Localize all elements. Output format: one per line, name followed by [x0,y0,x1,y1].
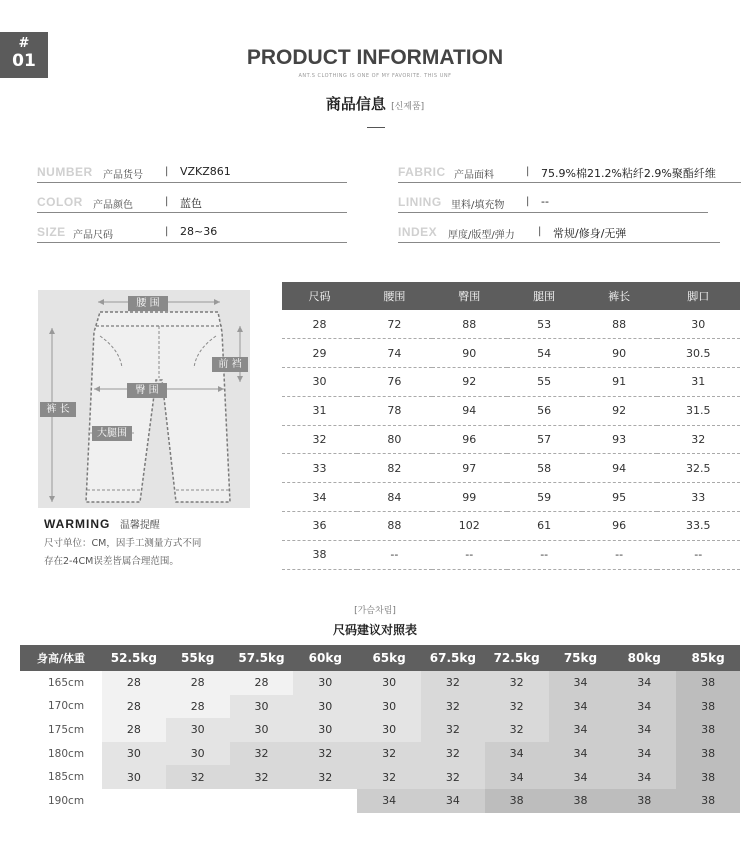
info-row-fabric [398,163,741,183]
info-value-color: 蓝色 [180,197,202,210]
size-table-cell: -- [432,540,507,569]
size-table-cell: 57 [507,425,582,454]
size-header-cell: 腰围 [357,282,432,310]
size-table-row [282,483,740,512]
reference-row [20,789,740,813]
size-table-row [282,512,740,541]
info-row-number [37,163,347,183]
size-table-cell: 58 [507,454,582,483]
reference-cell: 34 [612,718,676,742]
title-divider [367,127,385,128]
reference-cell: 30 [230,695,294,719]
reference-row [20,742,740,766]
info-en-index: INDEX [398,225,438,239]
reference-height: 185cm [48,771,85,784]
size-table-cell: 88 [357,512,432,541]
size-table-row [282,425,740,454]
reference-cell: 34 [357,789,421,813]
reference-cell: 38 [676,695,740,719]
reference-cell: 30 [230,718,294,742]
reference-cell: 32 [485,671,549,695]
info-en-lining: LINING [398,195,442,209]
reference-weight-header: 75kg [549,645,613,671]
size-table-cell: 80 [357,425,432,454]
reference-cell: 34 [549,742,613,766]
badge-number: 01 [12,51,36,71]
reference-cell: 38 [676,718,740,742]
size-table-row [282,339,740,368]
size-table-cell: 76 [357,368,432,397]
size-table-cell: 88 [582,310,657,339]
size-table-cell: 30 [657,310,740,339]
size-table-cell: 54 [507,339,582,368]
reference-cell: 32 [357,742,421,766]
reference-cell: 32 [357,765,421,789]
reference-height: 190cm [48,794,85,807]
size-table-cell: 92 [582,396,657,425]
reference-cell: 34 [612,671,676,695]
reference-weight-header: 72.5kg [485,645,549,671]
reference-cell: 32 [230,765,294,789]
reference-cell [230,789,294,813]
reference-cell: 34 [549,718,613,742]
size-table-cell: 82 [357,454,432,483]
info-value-index: 常规/修身/无弹 [553,227,627,240]
reference-cell: 30 [166,742,230,766]
reference-cell: 34 [421,789,485,813]
size-table-cell: 97 [432,454,507,483]
size-table-cell: 31 [657,368,740,397]
warming-line-1: 尺寸单位：CM，因手工测量方式不同 [44,538,202,549]
size-table-cell: 96 [582,512,657,541]
reference-row [20,695,740,719]
pants-diagram [38,290,250,508]
size-table-row [282,396,740,425]
reference-cell: 30 [102,765,166,789]
info-separator: | [165,226,169,237]
page-subtitle: ANT.S CLOTHING IS ONE OF MY FAVORITE. THIS UNF [298,73,452,79]
reference-cell [166,789,230,813]
reference-table [20,645,740,813]
size-header-cell: 脚口 [657,282,740,310]
info-label-index: 厚度/版型/弹力 [448,230,515,241]
reference-cell: 38 [549,789,613,813]
reference-cell: 28 [102,718,166,742]
reference-cell: 34 [549,671,613,695]
info-label-color: 产品颜色 [93,200,133,211]
page-title: PRODUCT INFORMATION [246,46,504,69]
reference-cell: 28 [102,671,166,695]
size-table-cell: 91 [582,368,657,397]
reference-cell: 32 [421,742,485,766]
reference-cell: 32 [293,742,357,766]
size-table-cell: -- [507,540,582,569]
reference-weight-header: 57.5kg [230,645,294,671]
reference-weight-header: 60kg [293,645,357,671]
info-label-size: 产品尺码 [73,230,113,241]
reference-cell: 30 [166,718,230,742]
size-table-cell: 72 [357,310,432,339]
info-value-number: VZKZ861 [180,165,231,178]
info-separator: | [165,196,169,207]
reference-cell: 32 [293,765,357,789]
reference-row [20,671,740,695]
label-waist: 腰 围 [128,296,168,311]
size-table-cell: 74 [357,339,432,368]
reference-cell: 28 [102,695,166,719]
reference-cell: 30 [102,742,166,766]
reference-cell: 32 [421,671,485,695]
size-table-cell: -- [657,540,740,569]
size-table-cell: 53 [507,310,582,339]
reference-height: 180cm [48,747,85,760]
reference-height: 170cm [48,700,85,713]
reference-weight-header: 65kg [357,645,421,671]
size-table-cell: -- [582,540,657,569]
reference-cell: 34 [612,765,676,789]
reference-weight-header: 55kg [166,645,230,671]
size-header-cell: 裤长 [582,282,657,310]
info-row-color [37,193,347,213]
size-table-row [282,310,740,339]
reference-cell: 34 [485,742,549,766]
reference-cell: 28 [166,695,230,719]
info-separator: | [526,166,530,177]
size-header-cell: 尺码 [282,282,357,310]
size-table-header [282,282,740,310]
size-header-cell: 腿围 [507,282,582,310]
info-row-size [37,223,347,243]
info-en-size: SIZE [37,225,66,239]
size-table-cell: 94 [432,396,507,425]
size-table-row [282,454,740,483]
info-label-number: 产品货号 [103,170,143,181]
info-value-lining: -- [541,195,549,208]
reference-cell: 30 [293,671,357,695]
reference-cell: 32 [485,718,549,742]
cn-title [0,93,750,114]
size-table-cell: 102 [432,512,507,541]
size-table-cell: 32.5 [657,454,740,483]
size-table-cell: 33 [657,483,740,512]
size-table-cell: 34 [282,483,357,512]
label-length: 裤 长 [40,402,76,417]
reference-cell: 38 [676,765,740,789]
reference-cell: 38 [612,789,676,813]
size-table-cell: 32 [282,425,357,454]
pants-illustration [38,290,250,508]
reference-cell [293,789,357,813]
label-hip: 臀 围 [127,383,167,398]
size-table-cell: 78 [357,396,432,425]
reference-cell: 38 [676,789,740,813]
size-table [282,282,740,570]
reference-cell: 32 [421,718,485,742]
warming-title-cn: 温馨提醒 [119,520,160,531]
info-label-fabric: 产品面料 [454,170,494,181]
reference-cell: 30 [357,671,421,695]
size-table-cell: 96 [432,425,507,454]
reference-header [20,645,740,671]
size-table-cell: 93 [582,425,657,454]
info-row-lining [398,193,708,213]
size-table-cell: 95 [582,483,657,512]
size-table-cell: 59 [507,483,582,512]
reference-cell: 32 [421,765,485,789]
size-table-cell: 30.5 [657,339,740,368]
size-table-cell: 38 [282,540,357,569]
reference-table-body [20,671,740,813]
size-table-cell: 90 [432,339,507,368]
reference-weight-header: 80kg [612,645,676,671]
reference-cell: 28 [230,671,294,695]
info-separator: | [538,226,542,237]
size-header-cell: 臀围 [432,282,507,310]
size-table-cell: 29 [282,339,357,368]
badge-hash: # [18,36,30,51]
size-table-cell: 31.5 [657,396,740,425]
reference-row [20,718,740,742]
reference-weight-header: 52.5kg [102,645,166,671]
info-value-fabric: 75.9%棉21.2%粘纤2.9%聚酯纤维 [541,167,716,180]
size-table-cell: 28 [282,310,357,339]
size-table-cell: 31 [282,396,357,425]
info-label-lining: 里料/填充物 [451,200,505,211]
size-table-cell: -- [357,540,432,569]
kr-tag: [신제품] [391,102,425,112]
reference-cell: 32 [421,695,485,719]
reference-cell: 34 [549,765,613,789]
size-table-cell: 61 [507,512,582,541]
reference-cell: 38 [676,671,740,695]
label-thigh: 大腿围 [92,426,132,441]
reference-cell: 30 [357,695,421,719]
size-table-cell: 90 [582,339,657,368]
size-table-cell: 99 [432,483,507,512]
size-table-cell: 94 [582,454,657,483]
info-row-index [398,223,720,243]
size-table-cell: 92 [432,368,507,397]
reference-weight-header: 85kg [676,645,740,671]
size-table-cell: 33 [282,454,357,483]
size-table-cell: 56 [507,396,582,425]
reference-cell: 30 [293,695,357,719]
reference-kr: [가슴차림] [354,606,396,616]
size-table-cell: 88 [432,310,507,339]
warming-line-2: 存在2-4CM误差皆属合理范围。 [44,556,179,567]
size-table-cell: 55 [507,368,582,397]
info-value-size: 28~36 [180,225,218,238]
size-table-row [282,368,740,397]
reference-cell: 28 [166,671,230,695]
reference-cell: 32 [485,695,549,719]
label-rise: 前 裆 [212,357,248,372]
reference-height: 165cm [48,676,85,689]
reference-cell: 32 [230,742,294,766]
reference-cell: 30 [293,718,357,742]
reference-cell: 38 [485,789,549,813]
reference-cell: 38 [676,742,740,766]
size-table-row [282,540,740,569]
reference-weight-header: 67.5kg [421,645,485,671]
reference-cell: 34 [549,695,613,719]
info-en-fabric: FABRIC [398,165,446,179]
size-table-body [282,310,740,569]
size-table-cell: 33.5 [657,512,740,541]
reference-corner: 身高/体重 [20,645,102,671]
reference-row [20,765,740,789]
warming-title-en: WARMING [44,517,111,531]
reference-cell: 34 [612,695,676,719]
size-table-cell: 84 [357,483,432,512]
size-table-cell: 30 [282,368,357,397]
info-separator: | [165,166,169,177]
reference-cell: 30 [357,718,421,742]
size-table-cell: 32 [657,425,740,454]
cn-title-text: 商品信息 [325,95,386,113]
size-table-cell: 36 [282,512,357,541]
warming-heading [44,516,160,531]
reference-cell [102,789,166,813]
reference-height: 175cm [48,723,85,736]
reference-title: 尺码建议对照表 [332,623,417,637]
info-en-color: COLOR [37,195,83,209]
info-en-number: NUMBER [37,165,93,179]
reference-cell: 34 [612,742,676,766]
reference-cell: 32 [166,765,230,789]
info-separator: | [526,196,530,207]
reference-cell: 34 [485,765,549,789]
